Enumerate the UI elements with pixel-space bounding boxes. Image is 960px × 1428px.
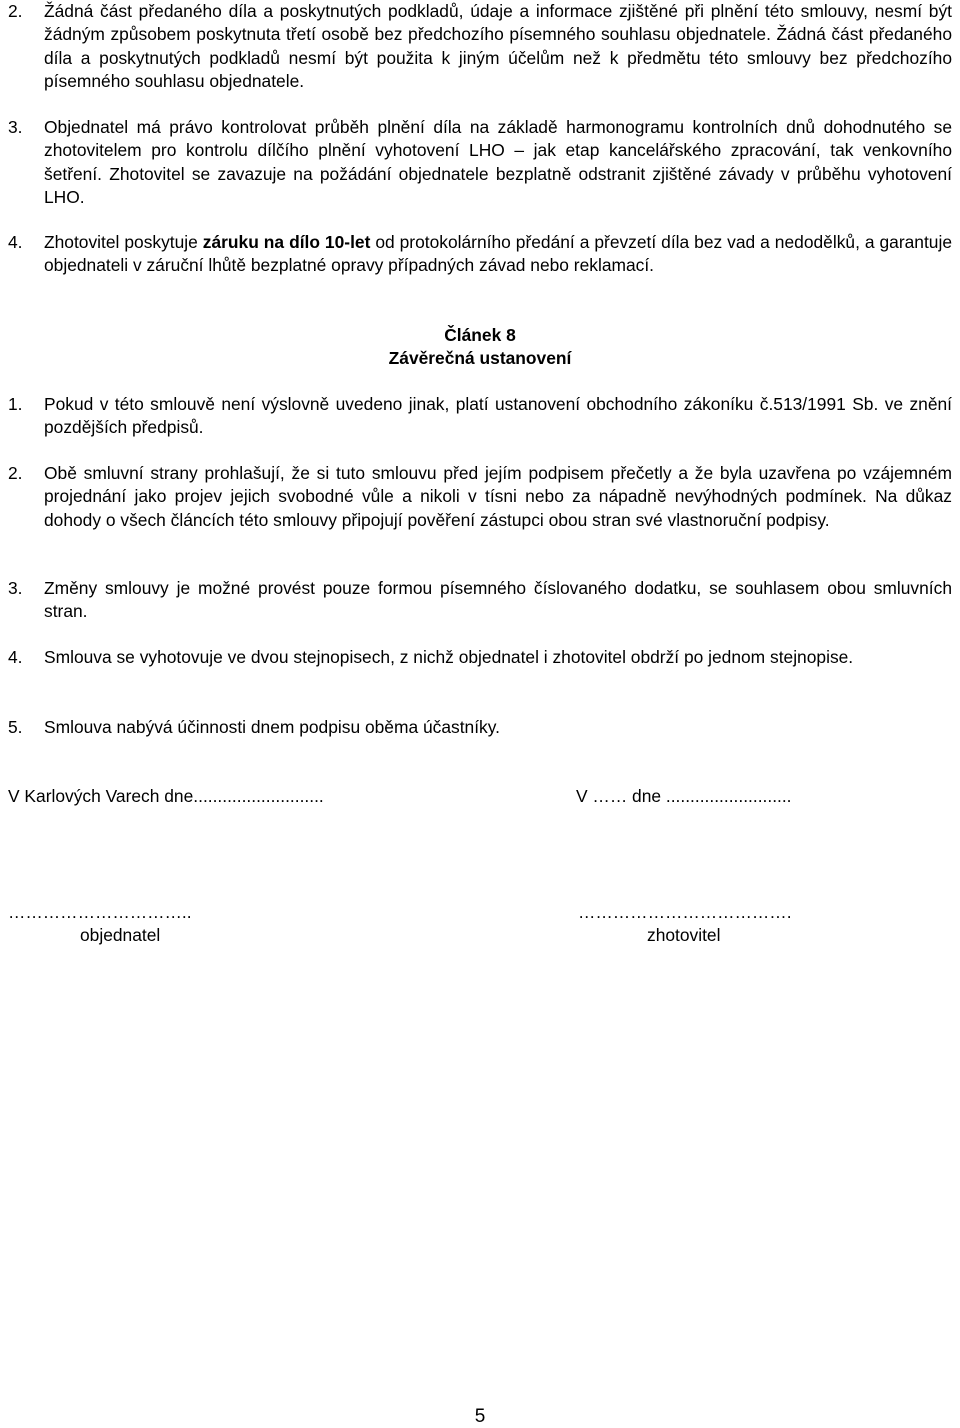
- item-number: 4.: [8, 232, 23, 252]
- right-signature-role: zhotovitel: [647, 925, 721, 945]
- item-number: 3.: [8, 578, 23, 598]
- warranty-text-before: Zhotovitel poskytuje: [44, 232, 203, 252]
- item-number: 2.: [8, 1, 23, 21]
- warranty-text-after: od protokolárního předání a převzetí díla bez vad a nedodělků, a garantuje objednateli v záruční lhůtě bezplatné opravy případných závad nebo reklamací.: [44, 232, 953, 276]
- left-signature-dots: …………………………..: [8, 902, 192, 922]
- article7-item-4: [8, 231, 952, 278]
- left-signature-role: objednatel: [80, 925, 161, 945]
- article8-heading: Článek 8: [444, 325, 516, 345]
- item-number: 5.: [8, 717, 23, 737]
- item-number: 1.: [8, 394, 23, 414]
- article8-item-4: [8, 646, 952, 669]
- article8-item-5: [8, 716, 952, 739]
- item-text: Změny smlouvy je možné provést pouze formou písemného číslovaného dodatku, se souhlasem obou smluvních stran.: [44, 578, 952, 622]
- article7-item-3: [8, 116, 952, 210]
- item-number: 4.: [8, 647, 23, 667]
- page-number: 5: [474, 1406, 486, 1427]
- item-text: Pokud v této smlouvě není výslovně uvedeno jinak, platí ustanovení obchodního zákoníku č.513/1991 Sb. ve znění pozdějších předpisů.: [44, 394, 952, 438]
- right-signature-dots: ……………………………….: [578, 902, 792, 922]
- article8-item-1: [8, 393, 952, 440]
- item-number: 3.: [8, 117, 23, 137]
- item-text: Objednatel má právo kontrolovat průběh plnění díla na základě harmonogramu kontrolních dnů dohodnutého se zhotovitelem pro kontrolu dílčího plnění vyhotovení LHO – jak etap kancelářského zpracování, tak venkovního šetření. Zhotovitel se zavazuje na požádání objednatele bezplatně odstranit zjištěné závady v průběhu vyhotovení LHO.: [44, 117, 952, 208]
- item-number: 2.: [8, 463, 23, 483]
- warranty-text-bold: záruku na dílo 10-let: [202, 232, 371, 252]
- item-text: Smlouva nabývá účinnosti dnem podpisu oběma účastníky.: [44, 717, 500, 737]
- right-place-date: V …… dne ..........................: [576, 786, 792, 806]
- item-text: Obě smluvní strany prohlašují, že si tuto smlouvu před jejím podpisem přečetly a že byla uzavřena po vzájemném projednání jako projev jejich svobodné vůle a nikoli v tísni nebo za nápadně nevýhodných podmínek. Na důkaz dohody o všech článcích této smlouvy připojují pověření zástupci obou stran své vlastnoruční podpisy.: [44, 463, 952, 530]
- item-text: Žádná část předaného díla a poskytnutých podkladů, údaje a informace zjištěné při plnění této smlouvy, nesmí být žádným způsobem poskytnuta třetí osobě bez předchozího písemného souhlasu objednatele. Žádná část předaného díla a poskytnutých podkladů nesmí být použita k jiným účelům než k předmětu této smlouvy bez předchozího písemného souhlasu objednatele.: [44, 1, 952, 92]
- article7-item-2: [8, 0, 952, 94]
- item-text: [44, 231, 952, 278]
- article8-subheading: Závěrečná ustanovení: [388, 348, 572, 368]
- article8-item-2: [8, 462, 952, 532]
- article8-item-3: [8, 577, 952, 624]
- left-place-date: V Karlových Varech dne...........................: [8, 786, 324, 806]
- item-text: Smlouva se vyhotovuje ve dvou stejnopisech, z nichž objednatel i zhotovitel obdrží po jednom stejnopise.: [44, 647, 854, 667]
